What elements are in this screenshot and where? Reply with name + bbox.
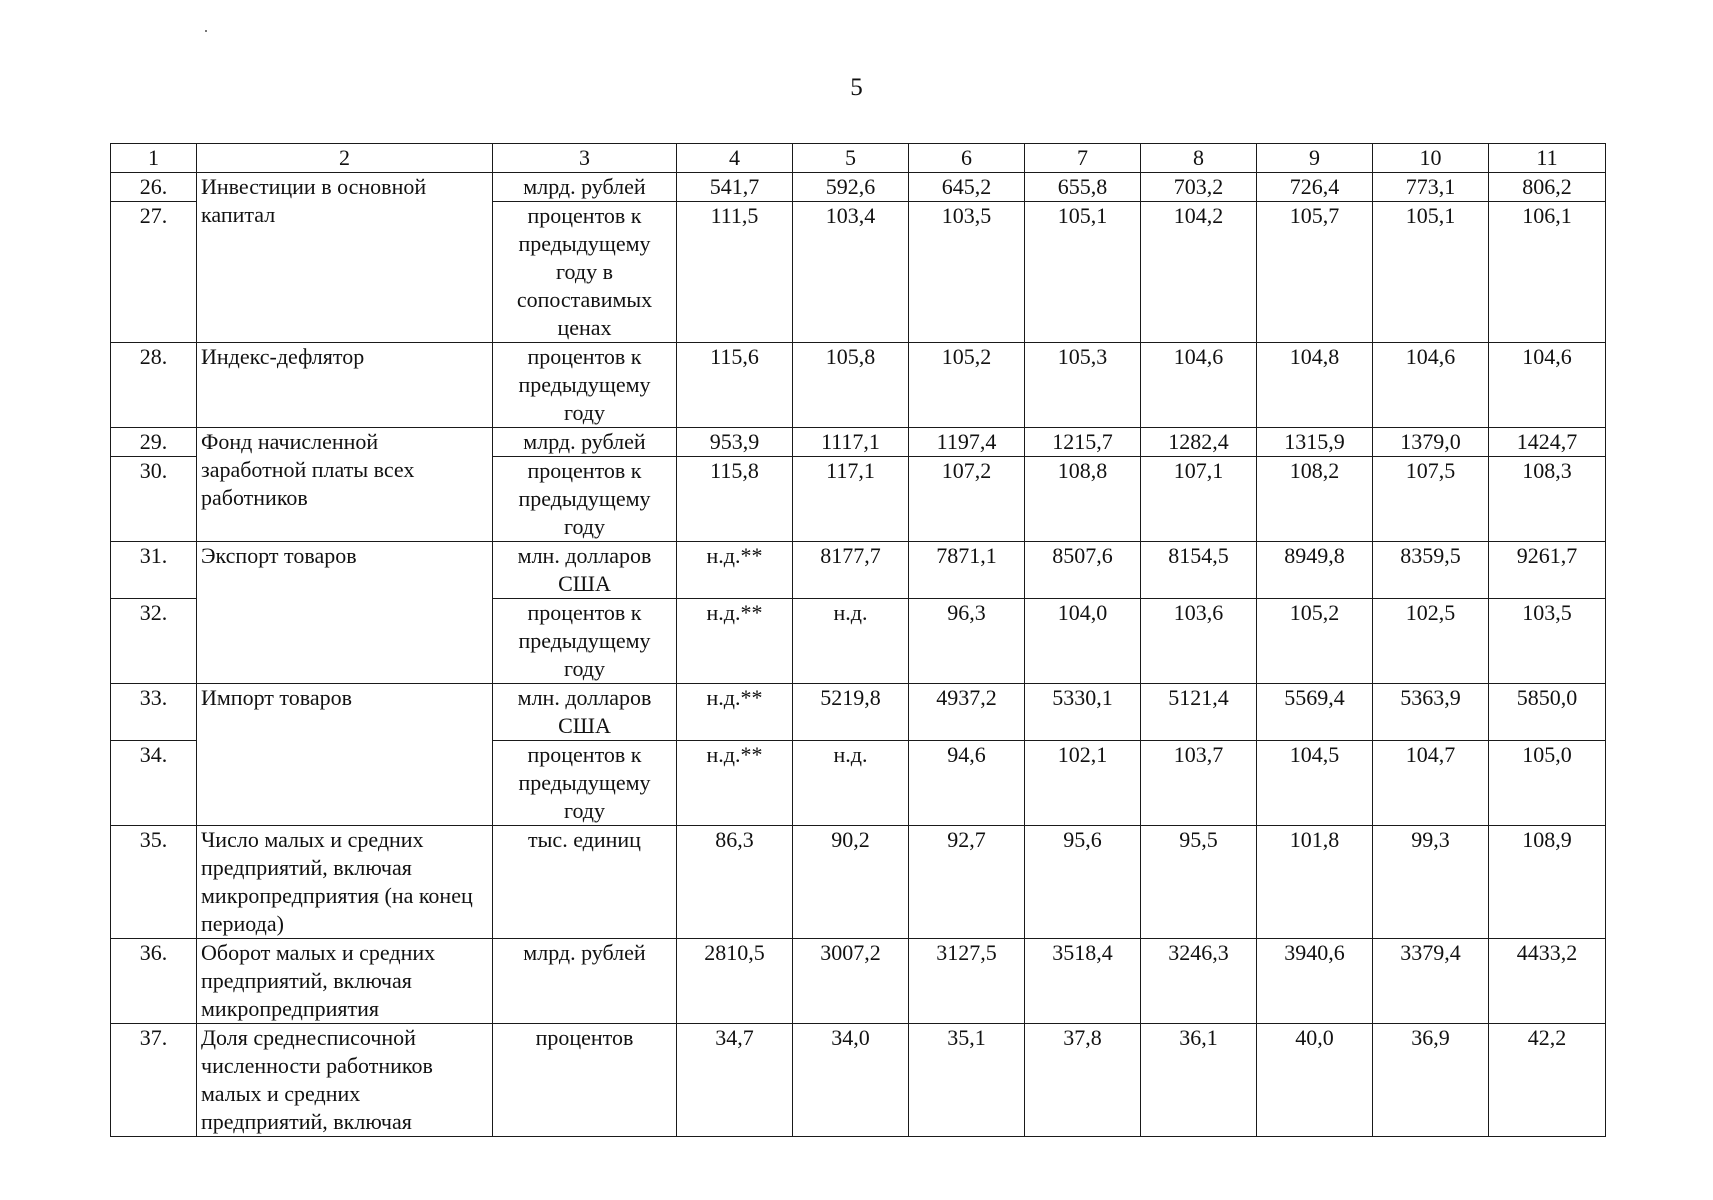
value-cell: 108,3 (1489, 457, 1606, 542)
value-cell: 111,5 (677, 202, 793, 343)
unit: процентов к предыдущему году (493, 343, 677, 428)
indicators-table (110, 143, 1606, 1137)
value-cell: 5219,8 (793, 684, 909, 741)
value-cell: н.д. (793, 741, 909, 826)
value-cell: 3127,5 (909, 939, 1025, 1024)
value-cell: 105,1 (1373, 202, 1489, 343)
column-header: 11 (1489, 144, 1606, 173)
value-cell: 95,6 (1025, 826, 1141, 939)
table-row (111, 428, 1606, 457)
table-row (111, 542, 1606, 599)
column-header: 6 (909, 144, 1025, 173)
row-number: 31. (111, 542, 197, 599)
indicator-name: Инвестиции в основной капитал (197, 173, 493, 343)
value-cell: 3940,6 (1257, 939, 1373, 1024)
value-cell: н.д.** (677, 599, 793, 684)
row-number: 28. (111, 343, 197, 428)
row-number: 27. (111, 202, 197, 343)
value-cell: 1197,4 (909, 428, 1025, 457)
value-cell: 1424,7 (1489, 428, 1606, 457)
value-cell: 5569,4 (1257, 684, 1373, 741)
value-cell: 104,6 (1373, 343, 1489, 428)
value-cell: 703,2 (1141, 173, 1257, 202)
value-cell: 3007,2 (793, 939, 909, 1024)
value-cell: 107,2 (909, 457, 1025, 542)
value-cell: 102,5 (1373, 599, 1489, 684)
value-cell: 3379,4 (1373, 939, 1489, 1024)
unit: млн. долларов США (493, 542, 677, 599)
value-cell: 592,6 (793, 173, 909, 202)
table-header-row (111, 144, 1606, 173)
value-cell: 40,0 (1257, 1024, 1373, 1137)
value-cell: 117,1 (793, 457, 909, 542)
unit: млрд. рублей (493, 939, 677, 1024)
column-header: 4 (677, 144, 793, 173)
value-cell: 8177,7 (793, 542, 909, 599)
value-cell: н.д.** (677, 542, 793, 599)
value-cell: 108,2 (1257, 457, 1373, 542)
row-number: 34. (111, 741, 197, 826)
value-cell: 5363,9 (1373, 684, 1489, 741)
value-cell: 96,3 (909, 599, 1025, 684)
column-header: 7 (1025, 144, 1141, 173)
value-cell: 806,2 (1489, 173, 1606, 202)
value-cell: 953,9 (677, 428, 793, 457)
value-cell: 104,5 (1257, 741, 1373, 826)
unit: тыс. единиц (493, 826, 677, 939)
unit: млн. долларов США (493, 684, 677, 741)
indicator-name: Число малых и средних предприятий, включая микропредприятия (на конец периода) (197, 826, 493, 939)
table-row (111, 826, 1606, 939)
value-cell: н.д. (793, 599, 909, 684)
column-header: 10 (1373, 144, 1489, 173)
value-cell: 2810,5 (677, 939, 793, 1024)
value-cell: 37,8 (1025, 1024, 1141, 1137)
value-cell: 5330,1 (1025, 684, 1141, 741)
unit: процентов к предыдущему году (493, 599, 677, 684)
value-cell: 36,1 (1141, 1024, 1257, 1137)
value-cell: 94,6 (909, 741, 1025, 826)
value-cell: 105,2 (909, 343, 1025, 428)
value-cell: 773,1 (1373, 173, 1489, 202)
indicator-name: Фонд начисленной заработной платы всех работников (197, 428, 493, 542)
value-cell: 104,6 (1141, 343, 1257, 428)
unit: процентов к предыдущему году (493, 741, 677, 826)
row-number: 30. (111, 457, 197, 542)
value-cell: 4937,2 (909, 684, 1025, 741)
value-cell: 35,1 (909, 1024, 1025, 1137)
column-header: 8 (1141, 144, 1257, 173)
unit: процентов к предыдущему году в сопоставимых ценах (493, 202, 677, 343)
value-cell: 95,5 (1141, 826, 1257, 939)
value-cell: 3246,3 (1141, 939, 1257, 1024)
indicator-name: Доля среднесписочной численности работников малых и средних предприятий, включая (197, 1024, 493, 1137)
value-cell: 115,8 (677, 457, 793, 542)
value-cell: 107,5 (1373, 457, 1489, 542)
table-row (111, 684, 1606, 741)
value-cell: 655,8 (1025, 173, 1141, 202)
column-header: 1 (111, 144, 197, 173)
value-cell: 101,8 (1257, 826, 1373, 939)
column-header: 5 (793, 144, 909, 173)
value-cell: 104,7 (1373, 741, 1489, 826)
value-cell: 8154,5 (1141, 542, 1257, 599)
value-cell: 645,2 (909, 173, 1025, 202)
value-cell: 541,7 (677, 173, 793, 202)
row-number: 35. (111, 826, 197, 939)
row-number: 32. (111, 599, 197, 684)
value-cell: 115,6 (677, 343, 793, 428)
unit: процентов к предыдущему году (493, 457, 677, 542)
table-row (111, 173, 1606, 202)
value-cell: 103,4 (793, 202, 909, 343)
value-cell: 1117,1 (793, 428, 909, 457)
value-cell: 103,5 (909, 202, 1025, 343)
value-cell: 8949,8 (1257, 542, 1373, 599)
value-cell: 8507,6 (1025, 542, 1141, 599)
value-cell: н.д.** (677, 684, 793, 741)
value-cell: 108,9 (1489, 826, 1606, 939)
value-cell: 105,7 (1257, 202, 1373, 343)
value-cell: 5850,0 (1489, 684, 1606, 741)
value-cell: 7871,1 (909, 542, 1025, 599)
value-cell: 104,2 (1141, 202, 1257, 343)
value-cell: 105,1 (1025, 202, 1141, 343)
value-cell: 106,1 (1489, 202, 1606, 343)
value-cell: 1215,7 (1025, 428, 1141, 457)
value-cell: 108,8 (1025, 457, 1141, 542)
table-row (111, 1024, 1606, 1137)
column-header: 3 (493, 144, 677, 173)
indicator-name: Оборот малых и средних предприятий, включая микропредприятия (197, 939, 493, 1024)
column-header: 2 (197, 144, 493, 173)
value-cell: 4433,2 (1489, 939, 1606, 1024)
value-cell: 3518,4 (1025, 939, 1141, 1024)
scan-artifact (205, 30, 207, 32)
row-number: 33. (111, 684, 197, 741)
unit: млрд. рублей (493, 173, 677, 202)
value-cell: 105,2 (1257, 599, 1373, 684)
value-cell: 36,9 (1373, 1024, 1489, 1137)
value-cell: 104,0 (1025, 599, 1141, 684)
indicator-name: Импорт товаров (197, 684, 493, 826)
value-cell: 86,3 (677, 826, 793, 939)
row-number: 37. (111, 1024, 197, 1137)
value-cell: 1282,4 (1141, 428, 1257, 457)
row-number: 36. (111, 939, 197, 1024)
value-cell: 8359,5 (1373, 542, 1489, 599)
value-cell: 104,8 (1257, 343, 1373, 428)
unit: млрд. рублей (493, 428, 677, 457)
value-cell: 34,7 (677, 1024, 793, 1137)
value-cell: 34,0 (793, 1024, 909, 1137)
value-cell: 1379,0 (1373, 428, 1489, 457)
unit: процентов (493, 1024, 677, 1137)
row-number: 26. (111, 173, 197, 202)
value-cell: 42,2 (1489, 1024, 1606, 1137)
value-cell: 726,4 (1257, 173, 1373, 202)
value-cell: 104,6 (1489, 343, 1606, 428)
indicator-name: Индекс-дефлятор (197, 343, 493, 428)
page-number: 5 (850, 74, 863, 101)
indicator-name: Экспорт товаров (197, 542, 493, 684)
value-cell: 102,1 (1025, 741, 1141, 826)
value-cell: 103,5 (1489, 599, 1606, 684)
value-cell: 92,7 (909, 826, 1025, 939)
value-cell: 9261,7 (1489, 542, 1606, 599)
row-number: 29. (111, 428, 197, 457)
value-cell: 90,2 (793, 826, 909, 939)
value-cell: 99,3 (1373, 826, 1489, 939)
table-row (111, 939, 1606, 1024)
table-row (111, 343, 1606, 428)
value-cell: 105,3 (1025, 343, 1141, 428)
value-cell: 5121,4 (1141, 684, 1257, 741)
value-cell: 103,6 (1141, 599, 1257, 684)
value-cell: 105,8 (793, 343, 909, 428)
value-cell: н.д.** (677, 741, 793, 826)
column-header: 9 (1257, 144, 1373, 173)
value-cell: 107,1 (1141, 457, 1257, 542)
value-cell: 103,7 (1141, 741, 1257, 826)
value-cell: 1315,9 (1257, 428, 1373, 457)
value-cell: 105,0 (1489, 741, 1606, 826)
